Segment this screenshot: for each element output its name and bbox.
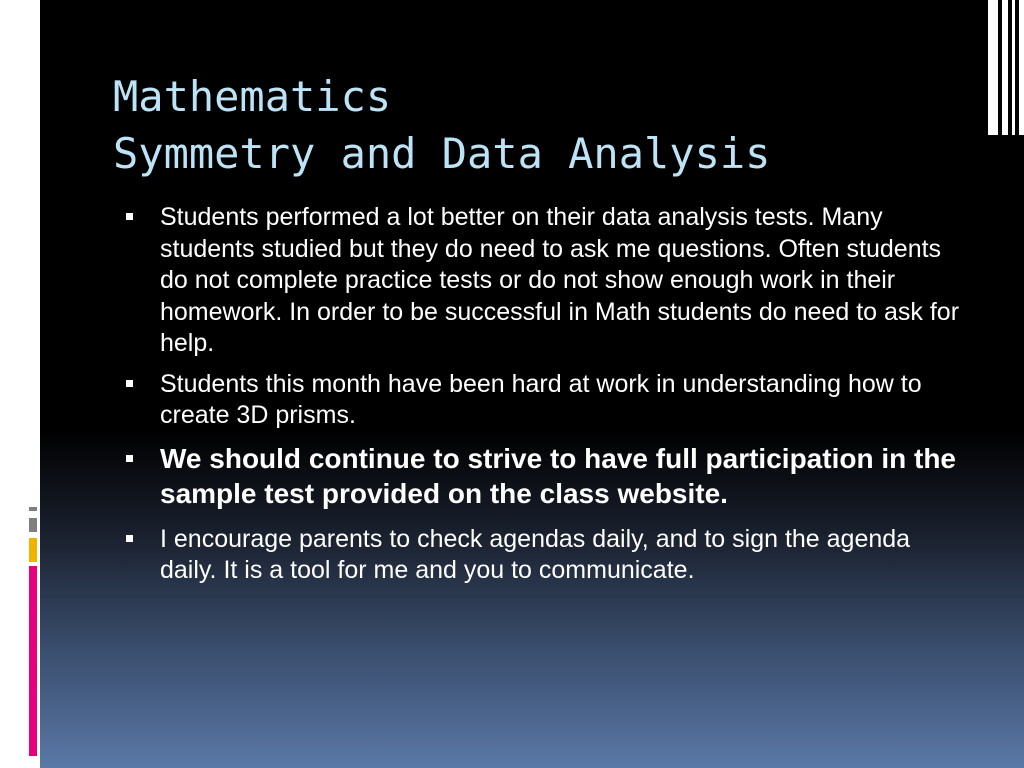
decorative-stripes [988, 0, 1024, 135]
square-bullet-icon [126, 455, 133, 462]
bullet-text: Students this month have been hard at work in understanding how to create 3D prisms. [160, 369, 922, 429]
bullet-item [120, 524, 970, 587]
bullet-text: We should continue to strive to have full participation in the sample test provided on the class website. [160, 442, 956, 509]
bullet-item-emphasized [120, 441, 970, 512]
decorative-stripe [1002, 0, 1008, 135]
bullet-item [120, 202, 970, 360]
bullet-item [120, 369, 970, 432]
bullet-text: Students performed a lot better on their data analysis tests. Many students studied but they do need to ask me questions. Often students do not complete practice tests or do not show enough work in their homework. In order to be successful in Math students do need to ask for help. [160, 203, 960, 357]
square-bullet-icon [126, 213, 133, 220]
decorative-stripe [988, 0, 998, 135]
square-bullet-icon [126, 535, 133, 542]
decorative-stripe [1012, 0, 1015, 135]
bullet-list [120, 202, 970, 596]
title-line-topic: Symmetry and Data Analysis [113, 129, 771, 178]
accent-bar-gold [29, 538, 37, 562]
accent-bar-gray [29, 518, 37, 532]
decorative-stripe [1019, 0, 1024, 135]
slide-title [113, 68, 973, 182]
square-bullet-icon [126, 380, 133, 387]
bullet-text: I encourage parents to check agendas daily, and to sign the agenda daily. It is a tool for me and you to communicate. [160, 524, 911, 584]
accent-bar-pink [29, 566, 37, 756]
accent-bar-gray [29, 507, 37, 511]
title-line-subject: Mathematics [113, 72, 392, 121]
